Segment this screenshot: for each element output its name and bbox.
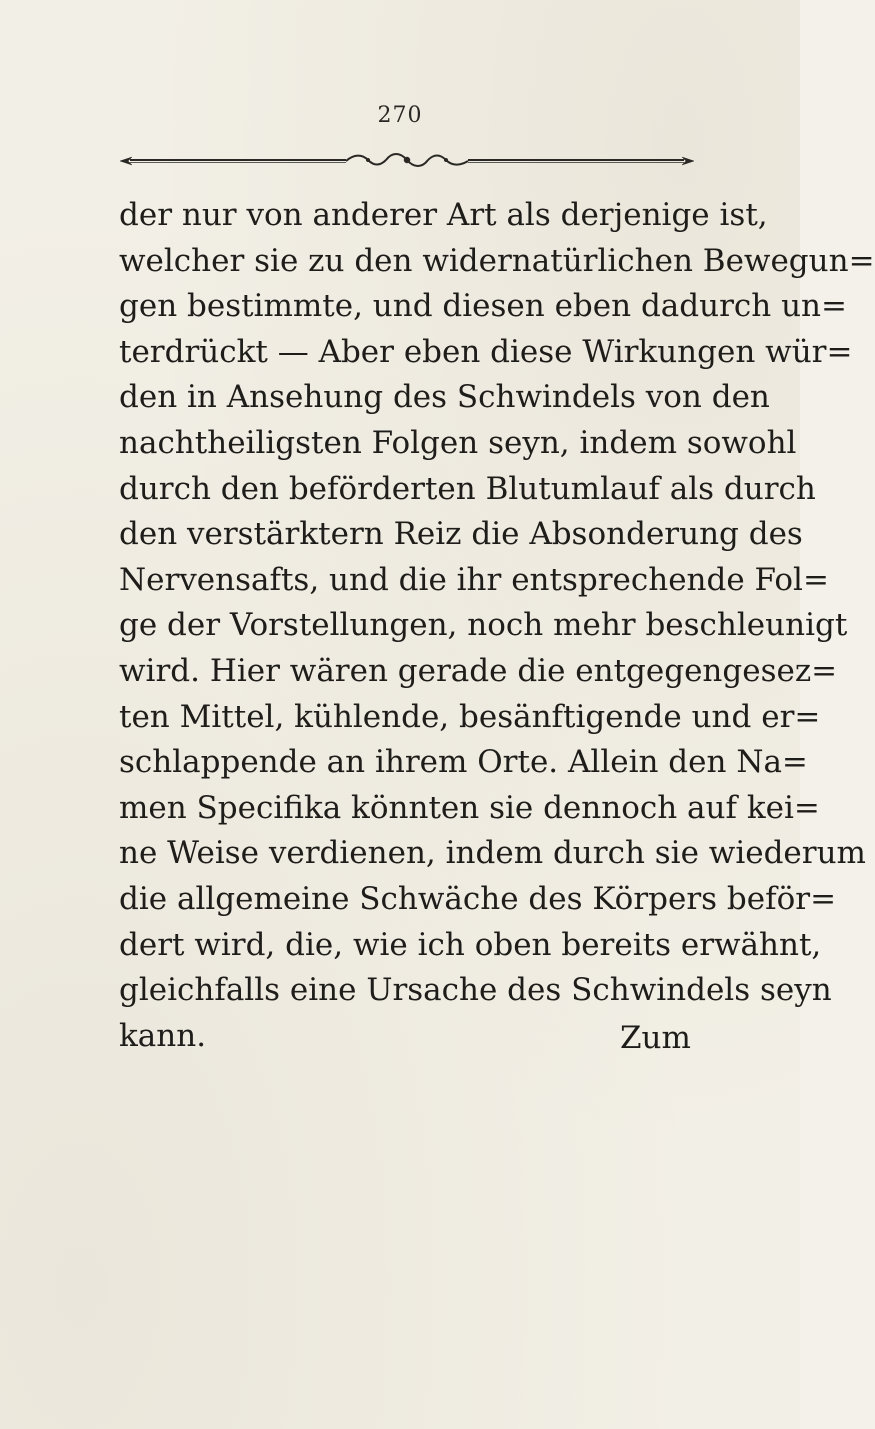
text-line: die allgemeine Schwäche des Körpers beför= bbox=[119, 880, 837, 917]
text-line: wird. Hier wären gerade die entgegengesez= bbox=[119, 652, 838, 689]
text-line: terdrückt — Aber eben diese Wirkungen wür= bbox=[119, 333, 853, 370]
text-line: den in Ansehung des Schwindels von den bbox=[119, 379, 770, 416]
catchword: Zum bbox=[620, 1020, 691, 1056]
text-line: ten Mittel, kühlende, besänftigende und er= bbox=[119, 698, 821, 735]
text-line: schlappende an ihrem Orte. Allein den Na= bbox=[119, 744, 808, 781]
text-line: men Specifika könnten sie dennoch auf kei= bbox=[119, 789, 820, 826]
body-text bbox=[119, 193, 875, 1059]
text-line: ne Weise verdienen, indem durch sie wiederum bbox=[119, 835, 866, 872]
text-line: durch den beförderten Blutumlauf als durch bbox=[119, 470, 816, 507]
text-line: gen bestimmte, und diesen eben dadurch un= bbox=[119, 288, 847, 325]
text-line: Nervensafts, und die ihr entsprechende Fol= bbox=[119, 561, 829, 598]
text-line: nachtheiligsten Folgen seyn, indem sowohl bbox=[119, 424, 797, 461]
text-line: dert wird, die, wie ich oben bereits erwähnt, bbox=[119, 926, 822, 963]
text-line: den verstärktern Reiz die Absonderung des bbox=[119, 516, 803, 553]
text-line: gleichfalls eine Ursache des Schwindels seyn bbox=[119, 972, 832, 1009]
header-ornament-rule bbox=[118, 146, 696, 176]
text-line: welcher sie zu den widernatürlichen Bewegun= bbox=[119, 242, 875, 279]
page-number: 270 bbox=[377, 103, 423, 128]
text-line: kann. bbox=[119, 1017, 207, 1054]
text-line: der nur von anderer Art als derjenige ist, bbox=[119, 197, 768, 233]
text-line: ge der Vorstellungen, noch mehr beschleunigt bbox=[119, 607, 848, 644]
